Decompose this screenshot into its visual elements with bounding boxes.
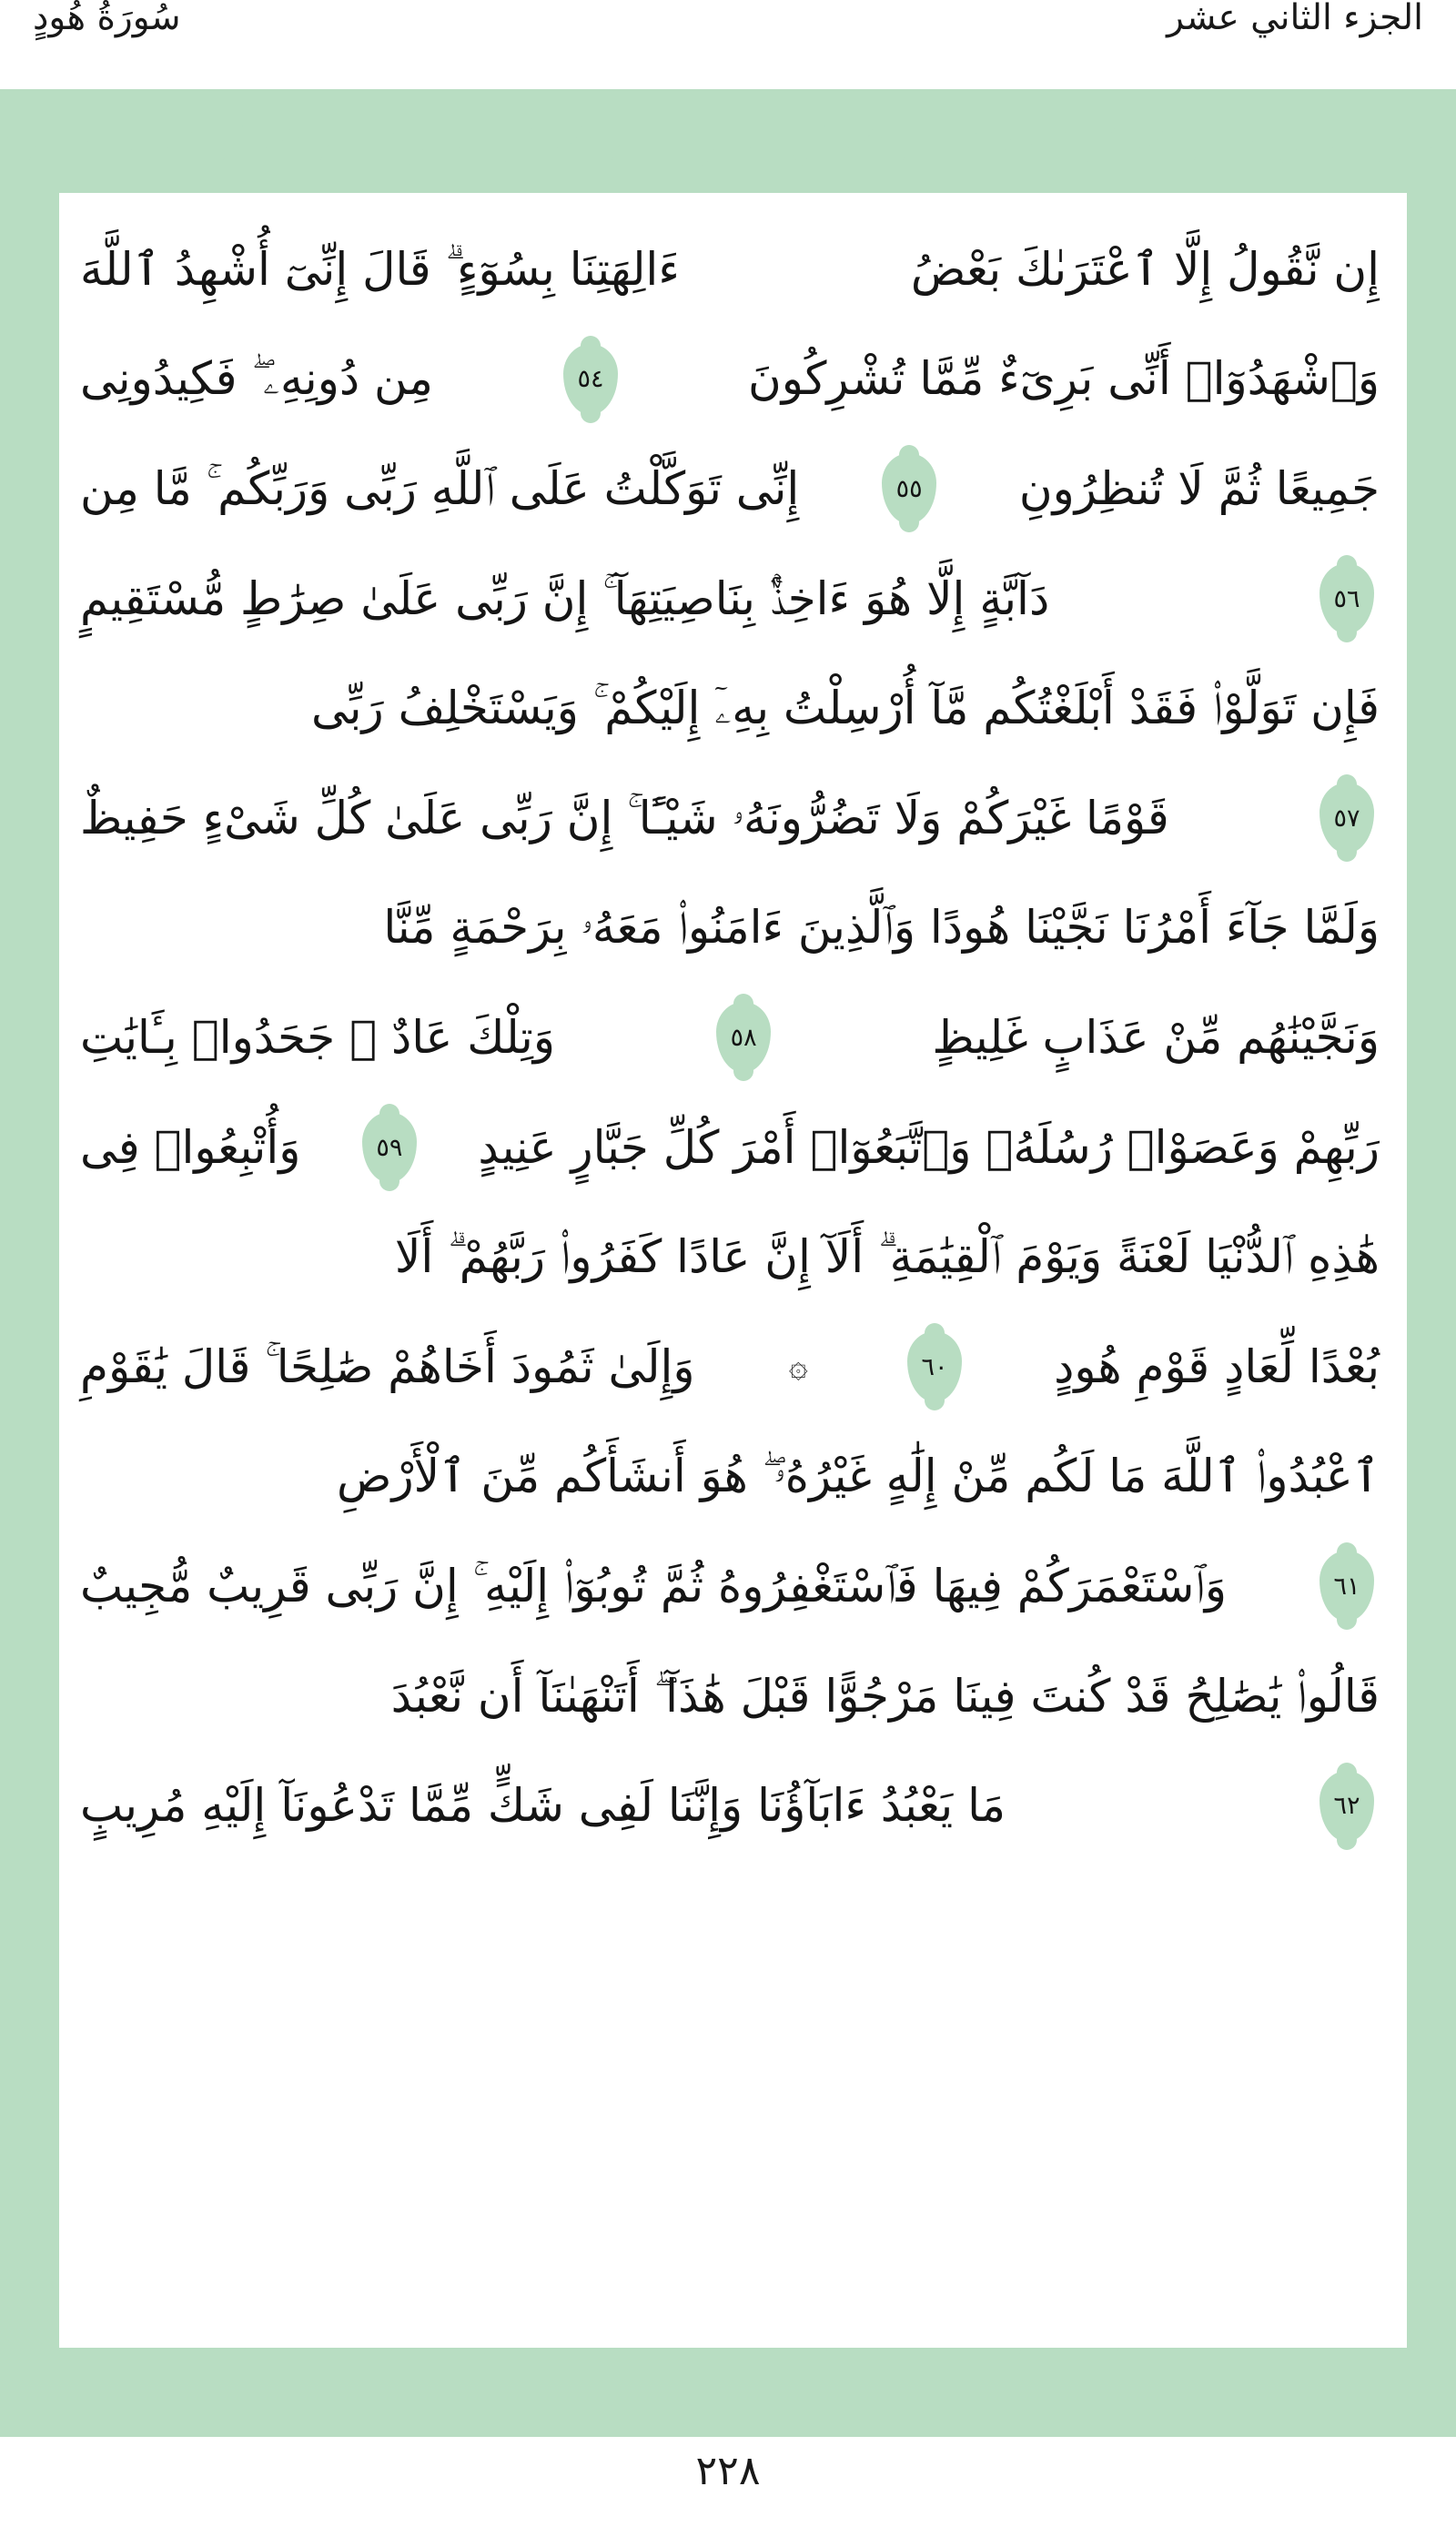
ayah-number-text: ٥٧ — [1333, 804, 1360, 833]
quran-line — [80, 544, 1380, 654]
ayah-number-marker — [563, 344, 618, 415]
quran-line — [80, 1312, 1380, 1422]
quran-text-segment: وَأُتْبِعُوا۟ فِى — [80, 1120, 301, 1174]
ayah-number-text: ٦٢ — [1333, 1792, 1360, 1821]
quran-text-segment: رَبِّهِمْ وَعَصَوْا۟ رُسُلَهُۥ وَٱتَّبَعُوٓا۟ أَمْرَ كُلِّ جَبَّارٍ عَنِيدٍ — [478, 1120, 1380, 1174]
quran-line — [80, 653, 1380, 763]
ayah-number-text: ٥٦ — [1333, 584, 1360, 613]
quran-line — [80, 874, 1380, 984]
ayah-number-text: ٥٨ — [730, 1023, 757, 1052]
quran-text-segment: مِن دُونِهِۦ ۖ فَكِيدُونِى — [80, 352, 433, 406]
ayah-number-marker — [1320, 563, 1374, 634]
ayah-number-text: ٥٥ — [895, 474, 923, 503]
ayah-number-marker — [1320, 1551, 1374, 1622]
quran-line — [80, 1642, 1380, 1752]
ayah-number-text: ٥٩ — [376, 1133, 403, 1162]
quran-text-segment: وَلَمَّا جَآءَ أَمْرُنَا نَجَّيْنَا هُودًا وَٱلَّذِينَ ءَامَنُوا۟ مَعَهُۥ بِرَحْمَةٍ مِّنَّا — [383, 901, 1380, 955]
quran-line — [80, 215, 1380, 325]
quran-line — [80, 325, 1380, 435]
quran-line — [80, 1531, 1380, 1642]
quran-line — [80, 434, 1380, 544]
quran-text-segment: بُعْدًا لِّعَادٍ قَوْمِ هُودٍ — [1054, 1339, 1380, 1393]
quran-text-segment: فَإِن تَوَلَّوْا۟ فَقَدْ أَبْلَغْتُكُم مَّآ أُرْسِلْتُ بِهِۦٓ إِلَيْكُمْ ۚ وَيَسْتَخْلِفُ رَبِّى — [310, 682, 1380, 735]
quran-line — [80, 1422, 1380, 1532]
quran-text-segment: دَآبَّةٍ إِلَّا هُوَ ءَاخِذٌۢ بِنَاصِيَتِهَآ ۚ إِنَّ رَبِّى عَلَىٰ صِرَٰطٍ مُّسْتَقِيمٍ — [80, 571, 1050, 625]
running-head — [0, 0, 1456, 89]
ayah-number-text: ٥٤ — [577, 365, 604, 394]
ayah-number-marker — [907, 1331, 962, 1402]
juz-label: الجزء الثاني عشر — [1167, 0, 1423, 38]
quran-text-segment: إِنِّى تَوَكَّلْتُ عَلَى ٱللَّهِ رَبِّى وَرَبِّكُم ۚ مَّا مِن — [80, 461, 800, 515]
quran-line — [80, 1093, 1380, 1203]
quran-text-segment: إِن نَّقُولُ إِلَّا ٱعْتَرَىٰكَ بَعْضُ — [910, 242, 1380, 296]
quran-line — [80, 983, 1380, 1093]
quran-line — [80, 1751, 1380, 1861]
quran-text-segment: وَإِلَىٰ ثَمُودَ أَخَاهُمْ صَٰلِحًا ۚ قَالَ يَٰقَوْمِ — [80, 1339, 695, 1393]
quran-text-lines — [80, 215, 1380, 2335]
quran-line — [80, 763, 1380, 874]
quran-text-segment: ٱعْبُدُوا۟ ٱللَّهَ مَا لَكُم مِّنْ إِلَٰهٍ غَيْرُهُۥ ۖ هُوَ أَنشَأَكُم مِّنَ ٱلْأَرْضِ — [337, 1450, 1380, 1503]
quran-text-segment: قَالُوا۟ يَٰصَٰلِحُ قَدْ كُنتَ فِينَا مَرْجُوًّا قَبْلَ هَٰذَآ ۖ أَتَنْهَىٰنَآ أَن نَّعْبُدَ — [390, 1669, 1380, 1723]
quran-text-segment: وَٱسْتَعْمَرَكُمْ فِيهَا فَٱسْتَغْفِرُوهُ ثُمَّ تُوبُوٓا۟ إِلَيْهِ ۚ إِنَّ رَبِّى قَرِيبٌ مُّجِيبٌ — [80, 1559, 1228, 1612]
quran-text-segment: قَوْمًا غَيْرَكُمْ وَلَا تَضُرُّونَهُۥ شَيْـًٔا ۚ إِنَّ رَبِّى عَلَىٰ كُلِّ شَىْءٍ حَفِيظٌ — [80, 791, 1169, 844]
ayah-number-marker — [882, 453, 936, 524]
quran-text-segment: ءَالِهَتِنَا بِسُوٓءٍ ۗ قَالَ إِنِّىٓ أُشْهِدُ ٱللَّهَ — [80, 242, 680, 296]
quran-text-segment: وَتِلْكَ عَادٌ ۖ جَحَدُوا۟ بِـَٔايَٰتِ — [80, 1010, 555, 1064]
ayah-number-marker — [1320, 1771, 1374, 1842]
hizb-star-icon: ۞ — [788, 1348, 808, 1386]
surah-label: سُورَةُ هُودٍ — [33, 0, 181, 38]
quran-text-segment: وَٱشْهَدُوٓا۟ أَنِّى بَرِىٓءٌ مِّمَّا تُشْرِكُونَ — [748, 352, 1380, 406]
quran-text-segment: وَنَجَّيْنَٰهُم مِّنْ عَذَابٍ غَلِيظٍ — [932, 1010, 1380, 1064]
ayah-number-text: ٦١ — [1333, 1572, 1360, 1601]
quran-text-segment: هَٰذِهِ ٱلدُّنْيَا لَعْنَةً وَيَوْمَ ٱلْقِيَٰمَةِ ۗ أَلَآ إِنَّ عَادًا كَفَرُوا۟ رَبَّهُمْ ۗ أَلَا — [394, 1230, 1380, 1284]
page-number: ٢٢٨ — [695, 2448, 761, 2494]
ayah-number-marker — [1320, 783, 1374, 854]
ayah-number-marker — [362, 1112, 417, 1183]
ayah-number-marker — [716, 1002, 771, 1073]
quran-text-segment: جَمِيعًا ثُمَّ لَا تُنظِرُونِ — [1018, 461, 1380, 515]
quran-text-segment: مَا يَعْبُدُ ءَابَآؤُنَا وَإِنَّنَا لَفِى شَكٍّ مِّمَّا تَدْعُونَآ إِلَيْهِ مُرِيبٍ — [80, 1779, 1006, 1833]
quran-line — [80, 1202, 1380, 1312]
ayah-number-text: ٦٠ — [921, 1352, 948, 1381]
